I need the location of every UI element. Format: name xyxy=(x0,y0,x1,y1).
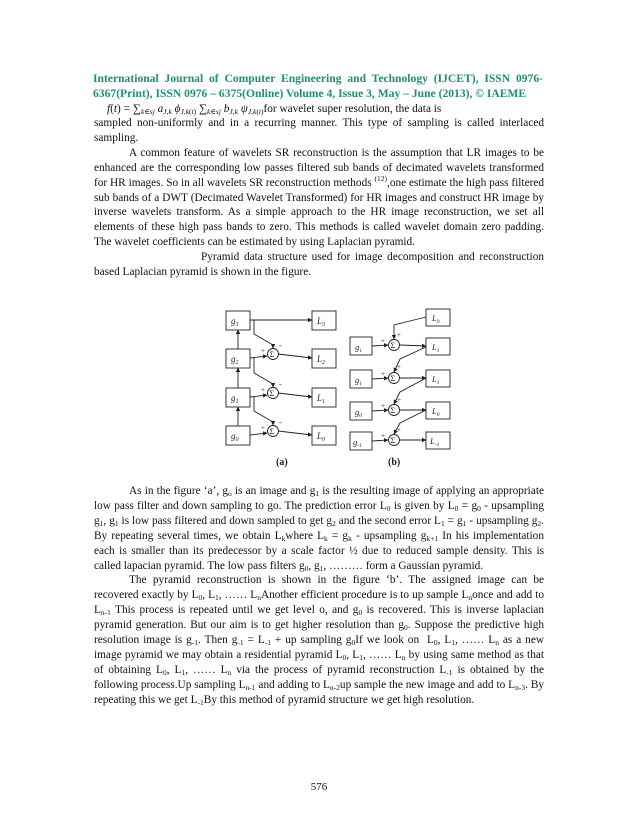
svg-text:Σ: Σ xyxy=(269,427,275,436)
svg-text:Σ: Σ xyxy=(269,350,275,359)
svg-text:+: + xyxy=(397,331,401,339)
svg-text:+: + xyxy=(381,337,385,345)
svg-text:Σ: Σ xyxy=(390,341,396,350)
formula-suffix: for wavelet super resolution, the data is xyxy=(263,103,442,115)
label-L3: $L_3$ xyxy=(317,316,326,328)
caption-b: (b) xyxy=(388,457,401,468)
paragraph-3: Pyramid data structure used for image decomposition and reconstruction based Laplacian pyramid is shown in the figure. xyxy=(94,251,544,279)
paragraph-4: As in the figure ‘a’, $g_o$ is an image and $g_1$ is the resulting image of applying an appropriate low pass filter and down sampling to go. The prediction error $L_0$ is given by $L_0 = g_0$ - upsampling $g_1$, $g_1$ is low pass filtered and down sampled to get $g_2$ and the second error $L_1 = g_1$ - upsampling $g_2$. By repeating several times, we obtain $L_kwhere$ $L_k = g_k$ - upsampling $g_{k+1}$ In his implementation each is smaller than its predecessor by a scale factor ½ due to reduced sample density. This is called lapacian pyramid. The low pass filters $g_0$, $g_1$, ……… form a Gaussian pyramid. xyxy=(94,485,544,573)
svg-text:+: + xyxy=(381,432,385,440)
svg-text:+: + xyxy=(397,396,401,404)
panel-b-labels xyxy=(353,313,440,449)
paragraph-2-tail: ,one estimate the high pass filtered sub bands of a DWT (Decimated Wavelet Transformed) for HR images and construct HR image by inverse wavelets transform. As a simple approach to the HR image reconstruction, we set all elements of these high pass bands to zero. This methods is called wavelet domain zero padding. The wavelet coefficients can be estimated by using Laplacian pyramid. xyxy=(94,176,545,249)
label-g1: $g_1$ xyxy=(231,393,239,405)
svg-text:-: - xyxy=(279,380,282,389)
svg-text:+: + xyxy=(261,347,265,355)
page-number: 576 xyxy=(310,781,328,793)
label-b-L1a: $L_1$ xyxy=(432,342,440,354)
svg-text:-: - xyxy=(279,341,282,350)
svg-text:+: + xyxy=(381,402,385,410)
paragraph-5: The pyramid reconstruction is shown in the figure ‘b’. The assigned image can be recovered exactly by $L_0$, $L_1$, …… $L_nAnother$ efficient procedure is to up sample $L_nonce$ and add to $L_{n-1}$ This process is repeated until we get level o, and $g_0$ is recovered. This is inverse laplacian pyramid generation. But our aim is to get higher resolution than $g_0$. Suppose the predictive high resolution image is $g_{-1}$. Then $g_{-1} = L_{-1}$ + up sampling $g_0If$ we look on $L_0$, $L_1$, …… $L_n$ as a new image pyramid we may obtain a residential pyramid $L_0$, $L_1$, …… $L_n$ by using same method as that of obtaining $L_0$, $L_1$, …… $L_n$ via the process of pyramid reconstruction $L_{-1}$ is obtained by the following process.Up sampling $L_{n-1}$ and adding to $L_{n-2}up$ sample the new image and add to $L_{n-3}$. By repeating this we get $L_{-1}By$ this method of pyramid structure we get high resolution. xyxy=(94,574,545,707)
label-b-Lm1: $L_{-1}$ xyxy=(430,436,440,448)
paragraph-2 xyxy=(94,146,544,250)
laplacian-pyramid-figure xyxy=(224,307,464,469)
label-L2: $L_2$ xyxy=(317,354,326,366)
label-b-gm1: $g_{-1}$ xyxy=(353,437,362,449)
svg-text:Σ: Σ xyxy=(390,374,396,383)
svg-text:+: + xyxy=(397,363,401,371)
body-text-top xyxy=(94,116,544,280)
svg-text:Σ: Σ xyxy=(269,389,275,398)
svg-text:+: + xyxy=(397,426,401,434)
svg-text:-: - xyxy=(279,418,282,427)
label-b-g1a: $g_1$ xyxy=(355,342,362,354)
label-L1: $L_1$ xyxy=(317,393,326,405)
label-b-L0a: $L_0$ xyxy=(432,313,440,325)
label-g0: $g_0$ xyxy=(231,431,239,443)
label-L0: $L_0$ xyxy=(317,431,326,443)
body-text-bottom xyxy=(94,484,544,708)
label-b-g1b: $g_1$ xyxy=(355,375,362,387)
svg-text:Σ: Σ xyxy=(390,436,396,445)
label-b-L1b: $L_1$ xyxy=(432,374,440,386)
label-g2: $g_2$ xyxy=(231,354,239,366)
label-b-g0: $g_0$ xyxy=(355,407,362,419)
paragraph-1: sampled non-uniformly and in a recurring manner. This type of sampling is called interlaced sampling. xyxy=(94,117,544,144)
label-b-L0b: $L_0$ xyxy=(432,406,440,418)
paragraph-2-head: A common feature of wavelets SR reconstruction is the assumption that LR images to be enhanced are the corresponding low passes filtered sub bands of decimated wavelets transformed for HR images. So in all wavelets SR reconstruction methods xyxy=(94,146,544,189)
svg-text:+: + xyxy=(261,386,265,394)
svg-text:Σ: Σ xyxy=(390,406,396,415)
svg-text:+: + xyxy=(261,424,265,432)
journal-header: International Journal of Computer Engineering and Technology (IJCET), ISSN 0976-6367(Print), ISSN 0976 – 6375(Online) Volume 4, Issue 3, May – June (2013), © IAEME xyxy=(93,72,543,100)
panel-a-labels xyxy=(231,316,325,443)
wavelet-formula: $f(t) = \sum_{k\in sj}$ $a_{J,k}$ $\phi_{J,k(t)}$ $\sum_{k\in sj}$ $b_{J,k}$ $\psi_{J,k(t)}for$ wavelet super resolution, the data is xyxy=(107,103,442,116)
label-g3: $g_3$ xyxy=(231,316,239,328)
svg-text:+: + xyxy=(381,370,385,378)
caption-a: (a) xyxy=(276,457,288,468)
citation: (12) xyxy=(374,173,387,183)
